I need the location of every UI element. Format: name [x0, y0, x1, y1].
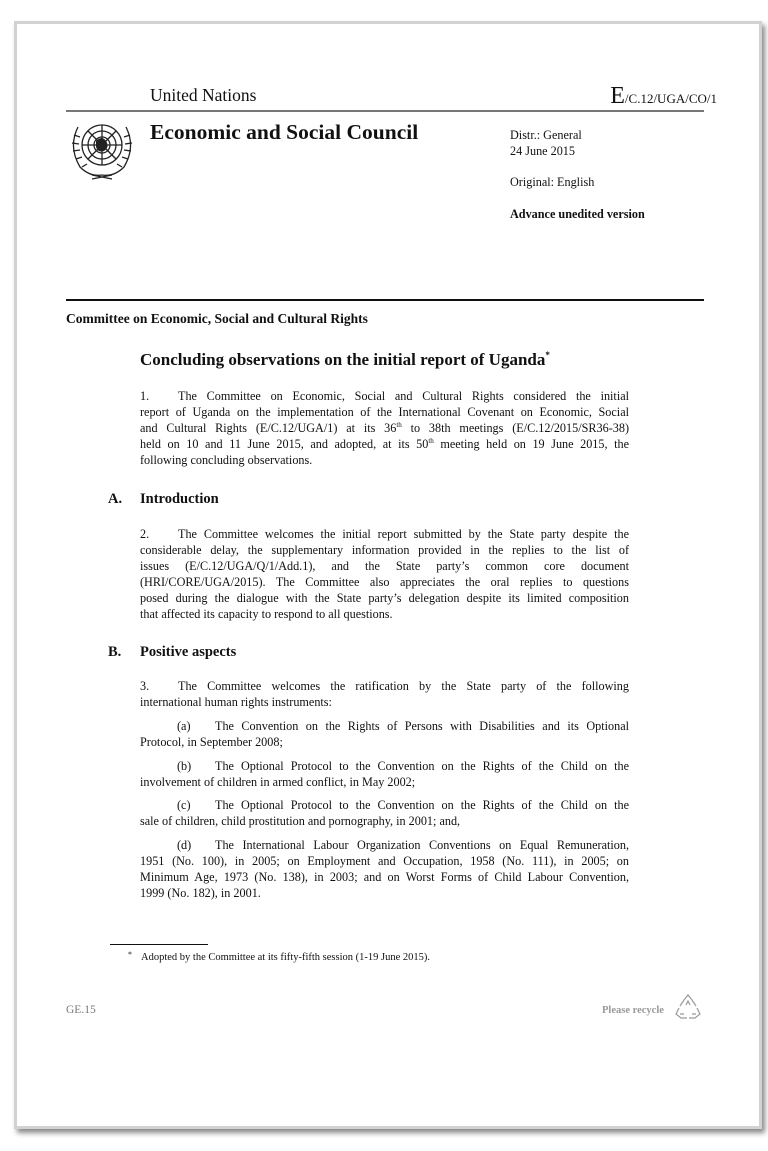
org-name: United Nations: [150, 85, 257, 105]
paragraph-line: involvement of children in armed conflict, in May 2002;: [140, 775, 416, 789]
version-note: Advance unedited version: [510, 207, 645, 221]
line-text: The Committee on Economic, Social and Cultural Rights considered the initial: [178, 389, 629, 403]
title-footnote-mark[interactable]: *: [545, 350, 550, 360]
footnote-text: Adopted by the Committee at its fifty-fifth session (1-19 June 2015).: [141, 952, 430, 963]
job-number: GE.15: [66, 1004, 96, 1016]
section-a-letter: A.: [108, 491, 123, 507]
council-name: Economic and Social Council: [150, 120, 419, 144]
committee-name: Committee on Economic, Social and Cultural Rights: [66, 311, 368, 326]
line-text: and Cultural Rights (E/C.12/UGA/1) at its 36: [140, 421, 397, 435]
paragraph-number: 2.: [140, 527, 150, 541]
paragraph-line: international human rights instruments:: [140, 695, 332, 709]
paragraph-line: considerable delay, the supplementary information provided in the replies to the list of: [140, 543, 629, 557]
paragraph-line: (HRI/CORE/UGA/2015). The Committee also appreciates the oral replies to questions: [140, 575, 629, 589]
line-text: The Committee welcomes the ratification by the State party of the following: [178, 679, 629, 693]
paragraph-line: following concluding observations.: [140, 453, 313, 467]
paragraph-line: posed during the dialogue with the State party’s delegation despite its limited composition: [140, 591, 629, 605]
document-symbol: [610, 84, 717, 108]
distribution: Distr.: General: [510, 128, 582, 142]
un-emblem-icon: [66, 117, 138, 185]
paragraph-line: [140, 526, 629, 542]
title-text: Concluding observations on the initial report of Uganda: [140, 350, 546, 369]
item-label: (b): [177, 759, 192, 773]
paragraph-line: 1999 (No. 182), in 2001.: [140, 886, 261, 900]
paragraph-line: that affected its capacity to respond to all questions.: [140, 607, 393, 621]
section-b-title: Positive aspects: [140, 644, 237, 660]
paragraph-line: [140, 678, 629, 694]
line-text: The Convention on the Rights of Persons with Disabilities and its Optional: [215, 719, 629, 733]
item-label: (d): [177, 838, 192, 852]
paragraph-line: [177, 718, 629, 734]
paragraph-line: [140, 436, 629, 452]
footnote-mark: *: [128, 950, 132, 959]
section-rule: [66, 299, 704, 301]
document-title: [140, 351, 550, 368]
line-text: meeting held on 19 June 2015, the: [433, 437, 629, 451]
paragraph-line: [177, 797, 629, 813]
paragraph-line: Protocol, in September 2008;: [140, 735, 283, 749]
paragraph-number: 3.: [140, 679, 150, 693]
paragraph-line: Minimum Age, 1973 (No. 138), in 2003; and on Worst Forms of Child Labour Convention,: [140, 870, 629, 884]
paragraph-line: report of Uganda on the implementation of the International Covenant on Economic, Social: [140, 405, 629, 419]
superscript: th: [428, 437, 434, 445]
recycle-note: Please recycle: [602, 1005, 664, 1016]
section-b-letter: B.: [108, 644, 122, 660]
line-text: to 38th meetings (E/C.12/2015/SR36-38): [401, 421, 630, 435]
footnote-rule: [110, 944, 208, 945]
line-text: The Committee welcomes the initial report submitted by the State party despite the: [178, 527, 629, 541]
symbol-prefix: E: [610, 83, 625, 109]
item-label: (c): [177, 798, 191, 812]
paragraph-line: 1951 (No. 100), in 2005; on Employment and Occupation, 1958 (No. 111), in 2005; on: [140, 854, 629, 868]
recycle-icon: [675, 994, 701, 1024]
issue-date: 24 June 2015: [510, 144, 575, 158]
original-language: Original: English: [510, 175, 595, 189]
line-text: The Optional Protocol to the Convention on the Rights of the Child on the: [215, 759, 629, 773]
line-text: The International Labour Organization Conventions on Equal Remuneration,: [215, 838, 629, 852]
section-a-title: Introduction: [140, 491, 219, 507]
line-text: held on 10 and 11 June 2015, and adopted, at its 50: [140, 437, 429, 451]
symbol-rest: /C.12/UGA/CO/1: [624, 91, 717, 106]
paragraph-line: [177, 758, 629, 774]
paragraph-line: sale of children, child prostitution and pornography, in 2001; and,: [140, 814, 461, 828]
header-rule: [66, 110, 704, 112]
paragraph-line: [140, 420, 629, 436]
paragraph-line: issues (E/C.12/UGA/Q/1/Add.1), and the State party’s common core document: [140, 559, 629, 573]
paragraph-line: [140, 388, 629, 404]
line-text: The Optional Protocol to the Convention on the Rights of the Child on the: [215, 798, 629, 812]
superscript: th: [396, 421, 402, 429]
item-label: (a): [177, 719, 191, 733]
paragraph-line: [177, 837, 629, 853]
paragraph-number: 1.: [140, 389, 150, 403]
